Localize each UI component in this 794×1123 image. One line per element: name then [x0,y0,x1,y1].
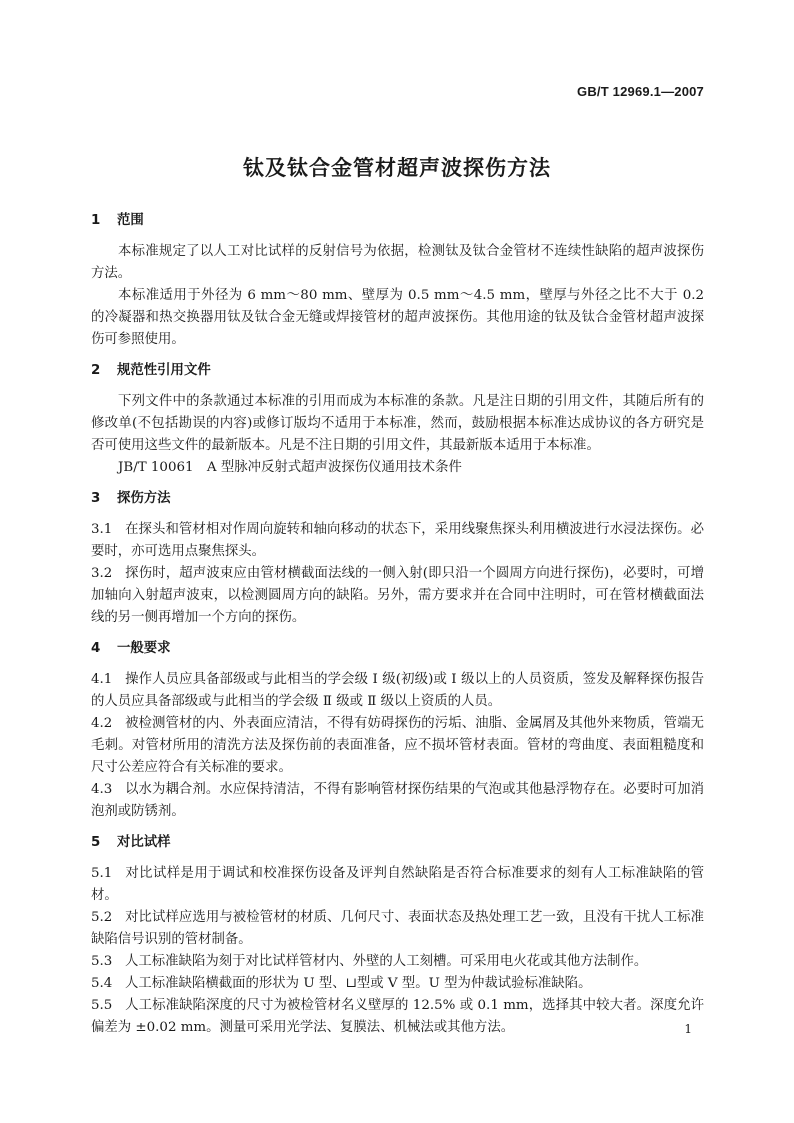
section-heading-normative-references [91,360,704,382]
reference-item: JB/T 10061 A 型脉冲反射式超声波探伤仪通用技术条件 [118,460,462,475]
clause-number: 5.1 [91,866,113,881]
clause [91,863,704,907]
clause-text: 操作人员应具备部级或与此相当的学会级 Ⅰ 级(初级)或 Ⅰ 级以上的人员资质，签发及解释探伤报告的人员应具备部级或与此相当的学会级 Ⅱ 级或 Ⅱ 级以上资质的人员。 [91,672,704,709]
clause [91,713,704,779]
clause [91,951,704,973]
clause-text: 人工标准缺陷深度的尺寸为被检管材名义壁厚的 12.5% 或 0.1 mm，选择其中较大者。深度允许偏差为 ±0.02 mm。测量可采用光学法、复膜法、机械法或其他方法。 [91,998,704,1035]
document-title: 钛及钛合金管材超声波探伤方法 [243,156,551,180]
clause-number: 4.2 [91,716,113,731]
clause [91,995,704,1039]
clause-text: 人工标准缺陷为刻于对比试样管材内、外壁的人工刻槽。可采用电火花或其他方法制作。 [125,954,648,969]
clause [91,563,704,629]
clause-number: 3.1 [91,522,113,537]
section-number: 3 [91,491,101,506]
paragraph: 下列文件中的条款通过本标准的引用而成为本标准的条款。凡是注日期的引用文件，其随后所有的修改单(不包括勘误的内容)或修订版均不适用于本标准，然而，鼓励根据本标准达成协议的各方研究是否可使用这些文件的最新版本。凡是不注日期的引用文件，其最新版本适用于本标准。 [91,394,704,453]
clause-number: 5.3 [91,954,113,969]
paragraph: 本标准规定了以人工对比试样的反射信号为依据，检测钛及钛合金管材不连续性缺陷的超声波探伤方法。 [91,244,704,281]
clause-number: 5.4 [91,976,113,991]
section-number: 1 [91,213,101,228]
clause [91,907,704,951]
section-heading-general-requirements [91,638,704,660]
section-heading-test-method [91,488,704,510]
clause [91,669,704,713]
section-heading-reference-specimen [91,832,704,854]
standard-number: GB/T 12969.1—2007 [577,84,704,99]
clause [91,779,704,823]
section-title: 对比试样 [117,835,171,850]
clause-text: 人工标准缺陷横截面的形状为 U 型、⊔型或 V 型。U 型为仲裁试验标准缺陷。 [125,976,592,991]
section-title: 探伤方法 [117,491,171,506]
document-body [91,210,704,1039]
paragraph: 本标准适用于外径为 6 mm～80 mm、壁厚为 0.5 mm～4.5 mm，壁厚与外径之比不大于 0.2 的冷凝器和热交换器用钛及钛合金无缝或焊接管材的超声波探伤。其他用途的钛及钛合金管材超声波探伤可参照使用。 [91,288,704,347]
clause-number: 5.2 [91,910,113,925]
section-heading-scope [91,210,704,232]
clause-number: 3.2 [91,566,113,581]
clause-text: 对比试样是用于调试和校准探伤设备及评判自然缺陷是否符合标准要求的刻有人工标准缺陷的管材。 [91,866,704,903]
page-number: 1 [684,1022,692,1036]
clause-text: 被检测管材的内、外表面应清洁，不得有妨碍探伤的污垢、油脂、金属屑及其他外来物质，管端无毛刺。对管材所用的清洗方法及探伤前的表面准备，应不损坏管材表面。管材的弯曲度、表面粗糙度和尺寸公差应符合有关标准的要求。 [91,716,704,775]
clause-text: 探伤时，超声波束应由管材横截面法线的一侧入射(即只沿一个圆周方向进行探伤)，必要时，可增加轴向入射超声波束，以检测圆周方向的缺陷。另外，需方要求并在合同中注明时，可在管材横截面法线的另一侧再增加一个方向的探伤。 [91,566,704,625]
clause-text: 对比试样应选用与被检管材的材质、几何尺寸、表面状态及热处理工艺一致，且没有干扰人工标准缺陷信号识别的管材制备。 [91,910,704,947]
clause-text: 以水为耦合剂。水应保持清洁，不得有影响管材探伤结果的气泡或其他悬浮物存在。必要时可加消泡剂或防锈剂。 [91,782,704,819]
clause [91,973,704,995]
section-title: 一般要求 [117,641,171,656]
section-title: 范围 [117,213,144,228]
clause-number: 4.1 [91,672,113,687]
clause-text: 在探头和管材相对作周向旋转和轴向移动的状态下，采用线聚焦探头利用横波进行水浸法探伤。必要时，亦可选用点聚焦探头。 [91,522,704,559]
clause-number: 5.5 [91,998,113,1013]
clause-number: 4.3 [91,782,113,797]
section-title: 规范性引用文件 [117,363,211,378]
section-number: 4 [91,641,101,656]
section-number: 2 [91,363,101,378]
clause [91,519,704,563]
section-number: 5 [91,835,101,850]
